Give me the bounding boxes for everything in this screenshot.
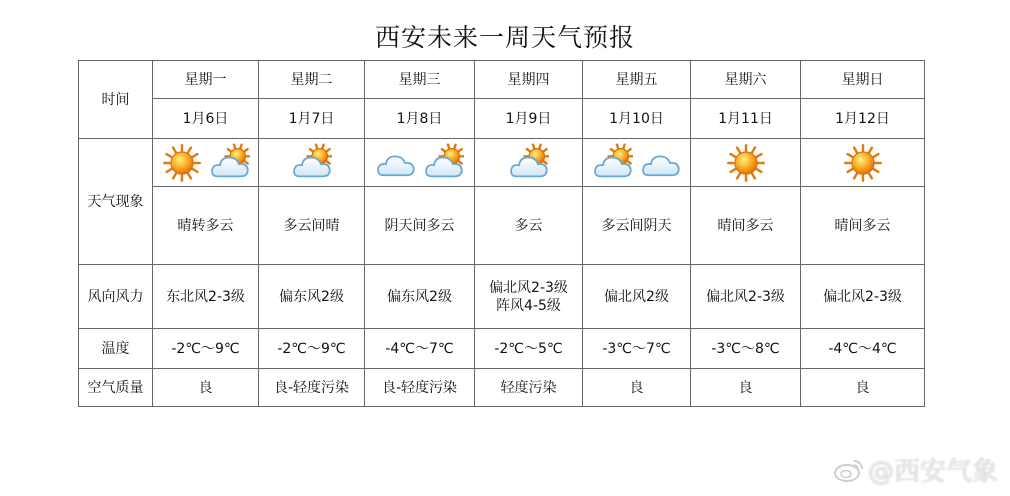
weekday-cell: 星期五 [583,61,691,99]
temp-label: 温度 [79,329,153,369]
wind-cell [801,265,925,329]
wind-line: 偏北风2-3级 [489,279,568,296]
time-label: 时间 [79,61,153,139]
wind-cell [259,265,365,329]
air-cell: 轻度污染 [475,369,583,407]
wind-line: 偏东风2级 [279,288,344,305]
temp-cell: -2℃～9℃ [259,329,365,369]
watermark [834,451,998,488]
weather-cell: 晴间多云 [691,187,801,265]
wind-cell [365,265,475,329]
air-row [79,369,925,407]
weather-cell: 多云间晴 [259,187,365,265]
wind-line: 偏东风2级 [387,288,452,305]
weekday-cell: 星期四 [475,61,583,99]
weather-icon-cell [801,139,925,187]
weather-icon-cell [259,139,365,187]
weather-icon-cell [583,139,691,187]
weekday-cell: 星期日 [801,61,925,99]
weather-icon-cell [475,139,583,187]
weekday-cell: 星期六 [691,61,801,99]
partly-cloudy-icon [424,143,464,183]
temp-row [79,329,925,369]
weather-cell: 多云间阴天 [583,187,691,265]
weather-cell: 多云 [475,187,583,265]
weather-icon-cell [365,139,475,187]
date-cell: 1月9日 [475,99,583,139]
weather-icon-cell [691,139,801,187]
wind-cell [583,265,691,329]
page-title: 西安未来一周天气预报 [374,23,635,52]
air-cell: 良 [153,369,259,407]
date-cell: 1月7日 [259,99,365,139]
wind-cell [475,265,583,329]
air-cell: 良-轻度污染 [259,369,365,407]
weather-icon-cell [153,139,259,187]
wind-line: 偏北风2级 [604,288,669,305]
wind-line: 偏北风2-3级 [823,288,902,305]
date-cell: 1月6日 [153,99,259,139]
date-row [79,99,925,139]
cloud-icon [641,143,681,183]
partly-cloudy-icon [210,143,250,183]
weather-cell: 晴转多云 [153,187,259,265]
weather-text-row [79,187,925,265]
temp-cell: -2℃～5℃ [475,329,583,369]
air-cell: 良 [583,369,691,407]
weather-cell: 阴天间多云 [365,187,475,265]
weather-cell: 晴间多云 [801,187,925,265]
date-cell: 1月11日 [691,99,801,139]
date-cell: 1月12日 [801,99,925,139]
wind-label: 风向风力 [79,265,153,329]
weekday-cell: 星期一 [153,61,259,99]
sun-icon [162,143,202,183]
date-cell: 1月10日 [583,99,691,139]
partly-cloudy-icon [593,143,633,183]
temp-cell: -4℃～7℃ [365,329,475,369]
partly-cloudy-icon [292,143,332,183]
temp-cell: -4℃～4℃ [801,329,925,369]
air-cell: 良-轻度污染 [365,369,475,407]
sun-icon [843,143,883,183]
weekday-cell: 星期二 [259,61,365,99]
air-cell: 良 [691,369,801,407]
air-cell: 良 [801,369,925,407]
wind-gust-line: 阵风4-5级 [496,297,561,314]
weekday-row [79,61,925,99]
cloud-icon [376,143,416,183]
wind-row [79,265,925,329]
weibo-icon [834,457,864,483]
wind-cell [691,265,801,329]
wind-line: 偏北风2-3级 [706,288,785,305]
wind-cell [153,265,259,329]
wind-line: 东北风2-3级 [166,288,245,305]
weather-label: 天气现象 [79,139,153,265]
weather-icon-row [79,139,925,187]
date-cell: 1月8日 [365,99,475,139]
forecast-table [78,60,925,407]
air-label: 空气质量 [79,369,153,407]
partly-cloudy-icon [509,143,549,183]
sun-icon [726,143,766,183]
weekday-cell: 星期三 [365,61,475,99]
temp-cell: -3℃～8℃ [691,329,801,369]
temp-cell: -2℃～9℃ [153,329,259,369]
temp-cell: -3℃～7℃ [583,329,691,369]
watermark-text: @西安气象 [867,457,998,487]
